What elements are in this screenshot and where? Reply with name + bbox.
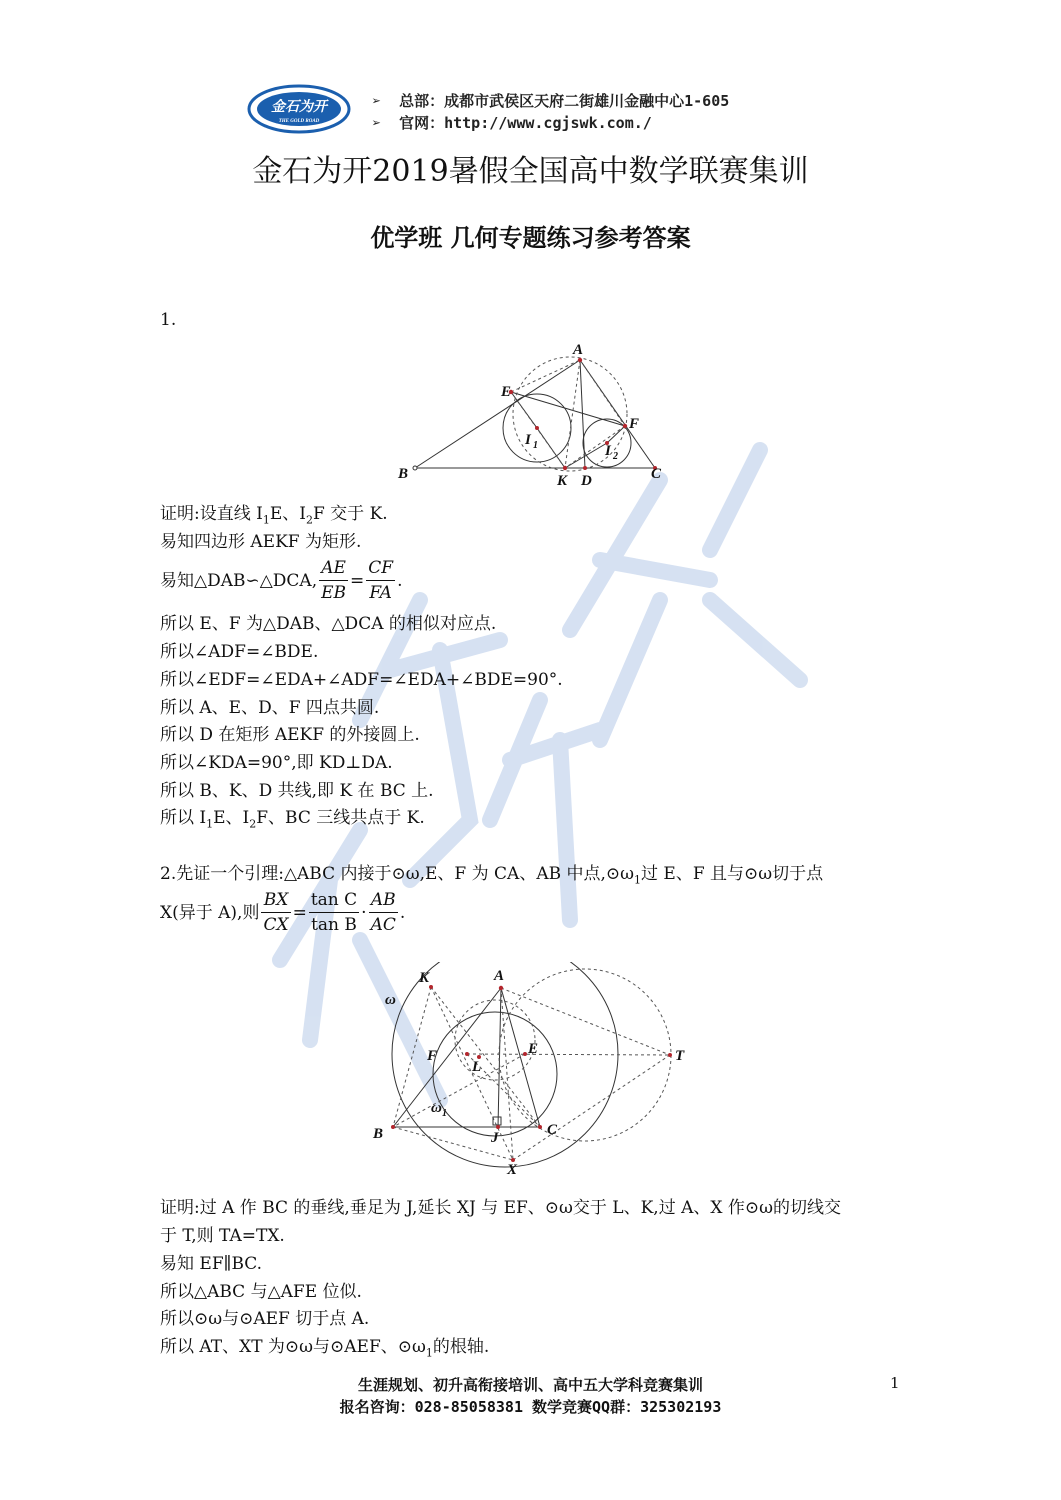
footer-line-1: 生涯规划、初升高衔接培训、高中五大学科竞赛集训 <box>357 1376 703 1394</box>
bullet-icon: ➢ <box>372 92 382 110</box>
problem2-figure <box>365 962 705 1177</box>
hq-address: 总部：成都市武侯区天府二街雄川金融中心1-605 <box>399 92 730 110</box>
p1-line-4: 所以 E、F 为△DAB、△DCA 的相似对应点. <box>160 614 497 634</box>
p1-line-10: 所以 B、K、D 共线,即 K 在 BC 上. <box>160 781 434 801</box>
p2-proof-4: 所以△ABC 与△AFE 位似. <box>160 1282 362 1302</box>
p1-line-9: 所以∠KDA=90°,即 KD⊥DA. <box>160 753 393 773</box>
p1-line-11: 所以 $I_1E$、$I_2F$、BC 三线共点于 K. <box>160 808 425 831</box>
label-f2: F <box>427 1048 438 1064</box>
label-k2: K <box>419 970 430 986</box>
p1-line-7: 所以 A、E、D、F 四点共圆. <box>160 698 380 718</box>
label-b: B <box>398 466 409 482</box>
logo-text: 金石为开 <box>271 100 327 115</box>
page-number: 1 <box>890 1374 900 1392</box>
header-site <box>372 112 652 133</box>
label-c2: C <box>547 1122 558 1138</box>
bullet-icon: ➢ <box>372 114 382 132</box>
label-f: F <box>629 416 640 432</box>
label-x: X <box>507 1162 518 1177</box>
logo-subtext: THE GOLD ROAD <box>278 119 320 124</box>
website[interactable]: 官网：http://www.cgjswk.com./ <box>399 114 652 132</box>
label-i2-sub: 2 <box>613 451 618 462</box>
page-title: 金石为开2019暑假全国高中数学联赛集训 <box>252 154 809 189</box>
p1-line-6: 所以∠EDF=∠EDA+∠ADF=∠EDA+∠BDE=90°. <box>160 670 563 690</box>
line-ba <box>415 360 580 468</box>
label-d: D <box>581 473 592 489</box>
label-b2: B <box>373 1126 384 1142</box>
label-a2: A <box>494 968 505 984</box>
p2-proof-5: 所以⊙ω与⊙AEF 切于点 A. <box>160 1309 370 1329</box>
label-l: L <box>472 1059 482 1075</box>
p2-intro: 2.先证一个引理:△ABC 内接于⊙ω,E、F 为 CA、AB 中点$,⊙\omega_1$过 E、F 且与⊙ω切于点 <box>160 864 824 887</box>
footer-line-2: 报名咨询：028-85058381 数学竞赛QQ群：325302193 <box>339 1398 722 1416</box>
label-i1: I <box>525 432 531 448</box>
label-i1-sub: 1 <box>533 440 538 451</box>
label-omega: ω <box>385 992 396 1008</box>
label-c: C <box>651 466 662 482</box>
label-e2: E <box>528 1041 539 1057</box>
p2-proof-2: 于 T,则 TA=TX. <box>160 1226 285 1246</box>
p1-line-8: 所以 D 在矩形 AEKF 的外接圆上. <box>160 725 420 745</box>
label-k: K <box>557 473 568 489</box>
problem1-number: 1. <box>160 310 177 330</box>
p1-line-3: 易知△DAB∽△DCA, $\frac{AE}{EB}$ = $\frac{CF}{FA}$ . <box>160 558 403 603</box>
label-t: T <box>675 1048 685 1064</box>
page-subtitle: 优学班 几何专题练习参考答案 <box>370 223 691 252</box>
label-i2: I <box>605 443 611 459</box>
circle-omega <box>392 962 618 1167</box>
problem1-figure <box>395 340 675 490</box>
label-omega1-sub: 1 <box>442 1108 447 1119</box>
p2-proof-3: 易知 EF∥BC. <box>160 1254 263 1274</box>
p1-line-2: 易知四边形 AEKF 为矩形. <box>160 532 362 552</box>
label-e: E <box>501 384 512 400</box>
p2-proof-1: 证明:过 A 作 BC 的垂线,垂足为 J,延长 XJ 与 EF、⊙ω交于 L、K,过 A、X 作⊙ω的切线交 <box>160 1198 841 1218</box>
header-hq <box>372 90 729 111</box>
label-omega1: ω <box>431 1100 442 1116</box>
company-logo <box>247 84 351 134</box>
p2-proof-6: 所以 AT、XT 为⊙ω与⊙AEF、$⊙\omega_1$的根轴. <box>160 1337 490 1360</box>
p1-line-1: 证明:设直线 $I_1E$、$I_2F$ 交于 K. <box>160 504 388 527</box>
label-a: A <box>573 342 584 358</box>
p2-lemma: X(异于 A),则 $\frac{BX}{CX}$ = $\frac{\text{tan C}}{\text{tan B}}$ · $\frac{AB}{AC}$ . <box>160 890 406 935</box>
p1-line-5: 所以∠ADF=∠BDE. <box>160 642 319 662</box>
label-j: J <box>491 1130 499 1146</box>
